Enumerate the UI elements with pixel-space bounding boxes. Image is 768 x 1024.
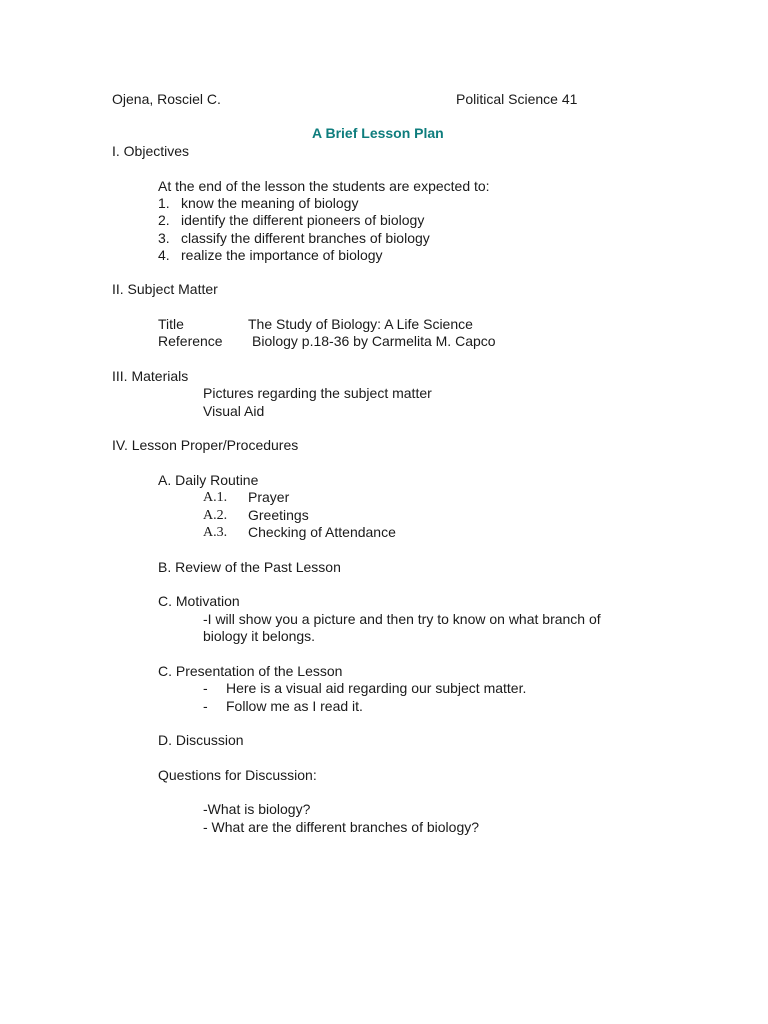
- objective-number: 1.: [158, 195, 170, 211]
- procedures-heading: IV. Lesson Proper/Procedures: [112, 437, 299, 453]
- objectives-intro: At the end of the lesson the students are expected to:: [158, 178, 490, 194]
- material-item: Visual Aid: [203, 403, 265, 419]
- subject-matter-heading: II. Subject Matter: [112, 281, 218, 297]
- title-label: Title: [158, 316, 184, 332]
- question-item: -What is biology?: [203, 801, 311, 817]
- motivation-text: -I will show you a picture and then try to know on what branch of: [203, 611, 601, 627]
- objective-text: know the meaning of biology: [181, 195, 359, 211]
- objective-number: 3.: [158, 230, 170, 246]
- review-label: B. Review of the Past Lesson: [158, 559, 341, 575]
- objective-number: 2.: [158, 212, 170, 228]
- course-name: Political Science 41: [456, 91, 578, 107]
- routine-number: A.1.: [203, 490, 228, 505]
- routine-text: Checking of Attendance: [248, 524, 396, 540]
- routine-number: A.2.: [203, 508, 228, 523]
- objective-text: identify the different pioneers of biology: [181, 212, 425, 228]
- title-value: The Study of Biology: A Life Science: [248, 316, 473, 332]
- routine-text: Greetings: [248, 507, 309, 523]
- author-name: Ojena, Rosciel C.: [112, 91, 221, 107]
- presentation-dash: -: [203, 680, 208, 696]
- objective-text: classify the different branches of biology: [181, 230, 430, 246]
- questions-heading: Questions for Discussion:: [158, 767, 317, 783]
- daily-routine-label: A. Daily Routine: [158, 472, 259, 488]
- document-title: A Brief Lesson Plan: [312, 125, 444, 141]
- presentation-text: Here is a visual aid regarding our subject matter.: [226, 680, 527, 696]
- objective-text: realize the importance of biology: [181, 247, 383, 263]
- presentation-dash: -: [203, 698, 208, 714]
- motivation-label: C. Motivation: [158, 593, 240, 609]
- reference-label: Reference: [158, 333, 223, 349]
- objective-number: 4.: [158, 247, 170, 263]
- material-item: Pictures regarding the subject matter: [203, 385, 432, 401]
- routine-number: A.3.: [203, 525, 228, 540]
- materials-heading: III. Materials: [112, 368, 189, 384]
- motivation-text: biology it belongs.: [203, 628, 316, 644]
- question-item: - What are the different branches of biology?: [203, 819, 480, 835]
- reference-value: Biology p.18-36 by Carmelita M. Capco: [252, 333, 496, 349]
- objectives-heading: I. Objectives: [112, 143, 190, 159]
- discussion-label: D. Discussion: [158, 732, 244, 748]
- presentation-text: Follow me as I read it.: [226, 698, 363, 714]
- presentation-label: C. Presentation of the Lesson: [158, 663, 343, 679]
- routine-text: Prayer: [248, 489, 290, 505]
